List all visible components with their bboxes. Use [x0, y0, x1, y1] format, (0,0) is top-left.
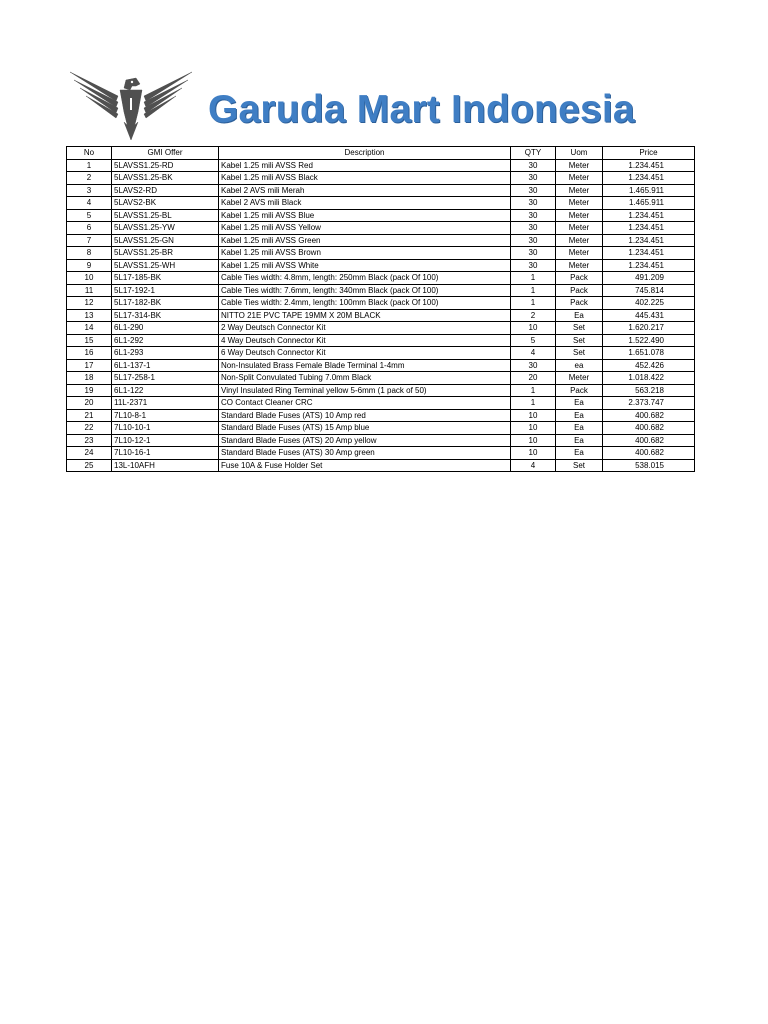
cell-description: Kabel 2 AVS mili Merah [219, 184, 511, 197]
cell-price: 1.234.451 [603, 209, 695, 222]
cell-uom: Ea [556, 397, 603, 410]
cell-description: 4 Way Deutsch Connector Kit [219, 334, 511, 347]
cell-gmi-offer: 5LAVSS1.25-RD [112, 159, 219, 172]
cell-qty: 10 [511, 422, 556, 435]
cell-qty: 10 [511, 434, 556, 447]
cell-qty: 30 [511, 359, 556, 372]
cell-uom: Set [556, 322, 603, 335]
cell-price: 1.234.451 [603, 222, 695, 235]
cell-uom: Meter [556, 234, 603, 247]
cell-no: 17 [67, 359, 112, 372]
table-row [67, 334, 695, 347]
table-row [67, 222, 695, 235]
table-row [67, 397, 695, 410]
cell-uom: Meter [556, 259, 603, 272]
cell-price: 400.682 [603, 447, 695, 460]
cell-qty: 30 [511, 234, 556, 247]
cell-gmi-offer: 11L-2371 [112, 397, 219, 410]
cell-gmi-offer: 6L1-137-1 [112, 359, 219, 372]
cell-description: Kabel 1.25 mili AVSS Green [219, 234, 511, 247]
cell-no: 16 [67, 347, 112, 360]
eagle-logo-icon [66, 66, 196, 142]
column-header-gmi-offer: GMI Offer [112, 147, 219, 160]
cell-no: 9 [67, 259, 112, 272]
cell-gmi-offer: 7L10-8-1 [112, 409, 219, 422]
cell-no: 2 [67, 172, 112, 185]
cell-no: 18 [67, 372, 112, 385]
table-row [67, 359, 695, 372]
cell-qty: 4 [511, 347, 556, 360]
cell-no: 5 [67, 209, 112, 222]
table-row [67, 272, 695, 285]
cell-price: 1.465.911 [603, 197, 695, 210]
cell-description: Cable Ties width: 7.6mm, length: 340mm Black (pack Of 100) [219, 284, 511, 297]
table-header-row [67, 147, 695, 160]
column-header-qty: QTY [511, 147, 556, 160]
cell-gmi-offer: 6L1-290 [112, 322, 219, 335]
table-row [67, 284, 695, 297]
cell-no: 1 [67, 159, 112, 172]
cell-uom: Meter [556, 184, 603, 197]
cell-price: 1.234.451 [603, 159, 695, 172]
cell-price: 402.225 [603, 297, 695, 310]
cell-description: Kabel 1.25 mili AVSS Black [219, 172, 511, 185]
cell-qty: 10 [511, 409, 556, 422]
table-row [67, 372, 695, 385]
cell-no: 19 [67, 384, 112, 397]
cell-qty: 30 [511, 184, 556, 197]
cell-price: 1.234.451 [603, 259, 695, 272]
cell-qty: 20 [511, 372, 556, 385]
cell-description: NITTO 21E PVC TAPE 19MM X 20M BLACK [219, 309, 511, 322]
cell-price: 491.209 [603, 272, 695, 285]
cell-uom: Pack [556, 272, 603, 285]
cell-price: 1.234.451 [603, 172, 695, 185]
cell-description: Kabel 1.25 mili AVSS Brown [219, 247, 511, 260]
cell-uom: Meter [556, 159, 603, 172]
table-row [67, 434, 695, 447]
cell-uom: Ea [556, 434, 603, 447]
cell-price: 1.522.490 [603, 334, 695, 347]
cell-qty: 30 [511, 247, 556, 260]
cell-qty: 10 [511, 322, 556, 335]
cell-no: 20 [67, 397, 112, 410]
cell-gmi-offer: 5L17-185-BK [112, 272, 219, 285]
cell-qty: 30 [511, 197, 556, 210]
cell-price: 2.373.747 [603, 397, 695, 410]
cell-price: 445.431 [603, 309, 695, 322]
cell-uom: Ea [556, 309, 603, 322]
cell-price: 1.465.911 [603, 184, 695, 197]
cell-uom: Meter [556, 247, 603, 260]
cell-uom: Set [556, 459, 603, 472]
cell-uom: ea [556, 359, 603, 372]
cell-description: CO Contact Cleaner CRC [219, 397, 511, 410]
cell-gmi-offer: 5LAVSS1.25-GN [112, 234, 219, 247]
table-row [67, 209, 695, 222]
table-row [67, 172, 695, 185]
cell-qty: 1 [511, 284, 556, 297]
cell-qty: 30 [511, 209, 556, 222]
cell-description: 6 Way Deutsch Connector Kit [219, 347, 511, 360]
cell-description: Vinyl Insulated Ring Terminal yellow 5-6mm (1 pack of 50) [219, 384, 511, 397]
table-row [67, 459, 695, 472]
table-row [67, 422, 695, 435]
column-header-no: No [67, 147, 112, 160]
cell-qty: 10 [511, 447, 556, 460]
table-row [67, 322, 695, 335]
column-header-price: Price [603, 147, 695, 160]
table-row [67, 384, 695, 397]
cell-gmi-offer: 5LAVSS1.25-BL [112, 209, 219, 222]
cell-price: 563.218 [603, 384, 695, 397]
cell-gmi-offer: 5L17-182-BK [112, 297, 219, 310]
cell-qty: 2 [511, 309, 556, 322]
cell-no: 22 [67, 422, 112, 435]
cell-gmi-offer: 5LAVSS1.25-BR [112, 247, 219, 260]
cell-description: Fuse 10A & Fuse Holder Set [219, 459, 511, 472]
cell-uom: Meter [556, 197, 603, 210]
cell-description: Standard Blade Fuses (ATS) 30 Amp green [219, 447, 511, 460]
cell-gmi-offer: 5LAVS2-BK [112, 197, 219, 210]
cell-no: 21 [67, 409, 112, 422]
document-header [66, 66, 666, 142]
cell-uom: Pack [556, 284, 603, 297]
table-row [67, 347, 695, 360]
cell-no: 14 [67, 322, 112, 335]
table-row [67, 447, 695, 460]
cell-uom: Set [556, 347, 603, 360]
cell-no: 11 [67, 284, 112, 297]
cell-qty: 1 [511, 297, 556, 310]
cell-uom: Meter [556, 222, 603, 235]
cell-description: Cable Ties width: 4.8mm, length: 250mm Black (pack Of 100) [219, 272, 511, 285]
table-row [67, 247, 695, 260]
cell-no: 23 [67, 434, 112, 447]
cell-description: Kabel 2 AVS mili Black [219, 197, 511, 210]
cell-gmi-offer: 5L17-192-1 [112, 284, 219, 297]
cell-uom: Ea [556, 447, 603, 460]
cell-qty: 30 [511, 172, 556, 185]
cell-no: 8 [67, 247, 112, 260]
cell-description: Kabel 1.25 mili AVSS White [219, 259, 511, 272]
cell-gmi-offer: 5LAVSS1.25-BK [112, 172, 219, 185]
page-title: Garuda Mart Indonesia [208, 88, 635, 131]
cell-description: Cable Ties width: 2.4mm, length: 100mm Black (pack Of 100) [219, 297, 511, 310]
cell-description: Kabel 1.25 mili AVSS Blue [219, 209, 511, 222]
table-row [67, 159, 695, 172]
cell-no: 6 [67, 222, 112, 235]
cell-gmi-offer: 7L10-10-1 [112, 422, 219, 435]
cell-no: 4 [67, 197, 112, 210]
cell-uom: Meter [556, 172, 603, 185]
cell-gmi-offer: 7L10-16-1 [112, 447, 219, 460]
table-row [67, 197, 695, 210]
table-row [67, 259, 695, 272]
cell-qty: 4 [511, 459, 556, 472]
price-table [66, 146, 695, 472]
cell-description: Kabel 1.25 mili AVSS Yellow [219, 222, 511, 235]
table-row [67, 184, 695, 197]
column-header-description: Description [219, 147, 511, 160]
cell-price: 400.682 [603, 422, 695, 435]
cell-uom: Ea [556, 422, 603, 435]
cell-description: Standard Blade Fuses (ATS) 10 Amp red [219, 409, 511, 422]
cell-description: Kabel 1.25 mili AVSS Red [219, 159, 511, 172]
cell-price: 1.234.451 [603, 247, 695, 260]
cell-no: 3 [67, 184, 112, 197]
cell-no: 13 [67, 309, 112, 322]
cell-uom: Pack [556, 297, 603, 310]
cell-uom: Pack [556, 384, 603, 397]
cell-gmi-offer: 7L10-12-1 [112, 434, 219, 447]
cell-qty: 30 [511, 259, 556, 272]
cell-qty: 1 [511, 272, 556, 285]
cell-no: 24 [67, 447, 112, 460]
cell-gmi-offer: 5L17-258-1 [112, 372, 219, 385]
cell-gmi-offer: 5LAVSS1.25-YW [112, 222, 219, 235]
cell-gmi-offer: 6L1-122 [112, 384, 219, 397]
cell-gmi-offer: 6L1-293 [112, 347, 219, 360]
cell-uom: Meter [556, 372, 603, 385]
cell-qty: 1 [511, 397, 556, 410]
cell-qty: 5 [511, 334, 556, 347]
cell-gmi-offer: 5LAVS2-RD [112, 184, 219, 197]
cell-price: 400.682 [603, 434, 695, 447]
cell-no: 12 [67, 297, 112, 310]
cell-price: 1.018.422 [603, 372, 695, 385]
cell-description: Non-Insulated Brass Female Blade Terminal 1-4mm [219, 359, 511, 372]
table-row [67, 309, 695, 322]
column-header-uom: Uom [556, 147, 603, 160]
cell-price: 745.814 [603, 284, 695, 297]
cell-uom: Meter [556, 209, 603, 222]
cell-price: 538.015 [603, 459, 695, 472]
cell-no: 25 [67, 459, 112, 472]
cell-qty: 30 [511, 159, 556, 172]
cell-uom: Set [556, 334, 603, 347]
cell-gmi-offer: 5L17-314-BK [112, 309, 219, 322]
table-row [67, 409, 695, 422]
cell-no: 15 [67, 334, 112, 347]
cell-gmi-offer: 13L-10AFH [112, 459, 219, 472]
cell-description: Standard Blade Fuses (ATS) 20 Amp yellow [219, 434, 511, 447]
cell-description: Non-Split Convulated Tubing 7.0mm Black [219, 372, 511, 385]
cell-gmi-offer: 6L1-292 [112, 334, 219, 347]
cell-price: 1.651.078 [603, 347, 695, 360]
cell-price: 1.620.217 [603, 322, 695, 335]
cell-no: 7 [67, 234, 112, 247]
cell-price: 452.426 [603, 359, 695, 372]
table-body [67, 159, 695, 472]
cell-no: 10 [67, 272, 112, 285]
cell-price: 400.682 [603, 409, 695, 422]
table-row [67, 297, 695, 310]
cell-uom: Ea [556, 409, 603, 422]
table-row [67, 234, 695, 247]
cell-description: Standard Blade Fuses (ATS) 15 Amp blue [219, 422, 511, 435]
cell-price: 1.234.451 [603, 234, 695, 247]
cell-description: 2 Way Deutsch Connector Kit [219, 322, 511, 335]
cell-qty: 30 [511, 222, 556, 235]
cell-gmi-offer: 5LAVSS1.25-WH [112, 259, 219, 272]
cell-qty: 1 [511, 384, 556, 397]
